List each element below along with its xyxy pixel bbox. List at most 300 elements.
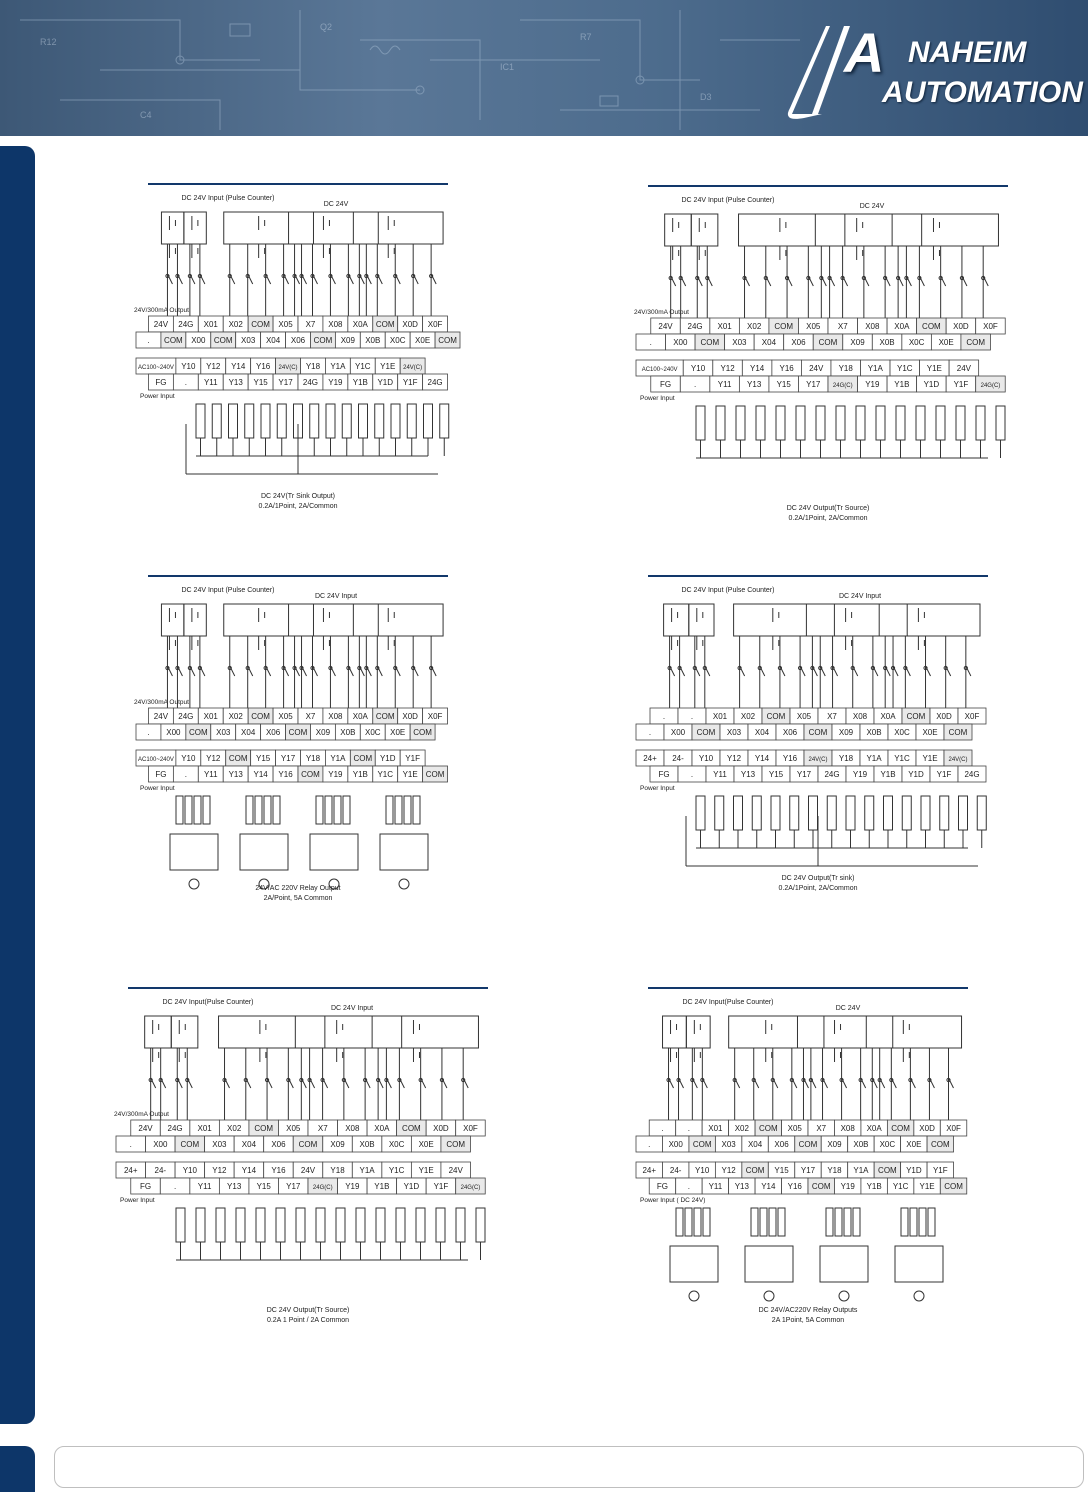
terminal-label: X09 xyxy=(315,728,331,737)
terminal-label: X0C xyxy=(908,338,925,347)
dc-label: DC 24V Input xyxy=(838,593,882,600)
load-resistor xyxy=(865,796,874,830)
load-resistor xyxy=(896,406,905,440)
output-caption-1: DC 24V Output(Tr sink) xyxy=(781,875,855,882)
switch-contact xyxy=(905,666,910,676)
switch-contact xyxy=(670,666,675,676)
terminal-label: Y11 xyxy=(197,1182,212,1191)
terminal-label: X0D xyxy=(433,1124,449,1133)
load-resistor xyxy=(928,1208,935,1236)
terminal-label: Y1A xyxy=(330,754,346,763)
terminal-label: COM xyxy=(402,1124,421,1133)
input-supply-box xyxy=(663,1016,687,1048)
svg-text:R12: R12 xyxy=(40,37,57,47)
input-supply-box xyxy=(797,1016,892,1048)
load-resistor xyxy=(916,406,925,440)
power-input-label: Power Input xyxy=(640,785,675,792)
relay-supply-box xyxy=(240,834,288,870)
load-resistor xyxy=(844,1208,851,1236)
switch-contact xyxy=(288,1078,293,1088)
output-caption-1: DC 24V(Tr Sink Output) xyxy=(260,493,336,500)
load-resistor xyxy=(229,404,238,438)
switch-contact xyxy=(812,666,817,676)
terminal-label: Y11 xyxy=(717,380,732,389)
terminal-label: Y13 xyxy=(747,380,762,389)
switch-contact xyxy=(366,666,371,676)
header-banner xyxy=(0,0,1088,136)
terminal-label: X08 xyxy=(840,1124,855,1133)
aux-output-label: 24V/300mA Output xyxy=(114,1111,169,1118)
terminal-label: COM xyxy=(944,1182,963,1191)
switch-contact xyxy=(230,274,235,284)
switch-contact xyxy=(190,274,195,284)
dc-label: DC 24V Input xyxy=(330,1005,374,1012)
load-resistor xyxy=(196,1208,205,1242)
input-supply-box xyxy=(171,1016,198,1048)
terminal-label: X0F xyxy=(427,712,443,721)
power-input-label: Power Input xyxy=(140,393,175,400)
load-resistor xyxy=(440,404,449,438)
diagram-svg xyxy=(108,568,488,908)
switch-contact xyxy=(966,666,971,676)
switch-contact xyxy=(842,1078,847,1088)
terminal-label: Y1A xyxy=(359,1166,375,1175)
dc-label: DC 24V Input xyxy=(314,593,358,600)
load-resistor xyxy=(404,796,411,824)
load-resistor xyxy=(956,406,965,440)
switch-contact xyxy=(780,666,785,676)
switch-contact xyxy=(893,666,898,676)
switch-contact xyxy=(983,276,988,286)
switch-contact xyxy=(669,1078,674,1088)
input-supply-box xyxy=(866,1016,961,1048)
switch-contact xyxy=(740,666,745,676)
input-supply-box xyxy=(353,604,443,636)
switch-contact xyxy=(386,1078,391,1088)
load-resistor xyxy=(246,796,253,824)
power-input-label: Power Input ( DC 24V) xyxy=(640,1197,706,1204)
load-resistor xyxy=(827,796,836,830)
terminal-label: FG xyxy=(658,770,670,779)
input-supply-box xyxy=(691,214,718,246)
load-resistor xyxy=(846,796,855,830)
switch-contact xyxy=(823,1078,828,1088)
switch-contact xyxy=(413,666,418,676)
switch-contact xyxy=(177,1078,182,1088)
terminal-label: Y1F xyxy=(936,770,952,779)
terminal-label: COM xyxy=(922,322,941,331)
terminal-label: X0A xyxy=(374,1124,390,1133)
terminal-label: . xyxy=(690,712,694,721)
terminal-label: X06 xyxy=(774,1140,789,1149)
terminal-label: X0C xyxy=(364,728,381,737)
wiring-diagram-6 xyxy=(608,980,1008,1330)
load-resistor xyxy=(853,1208,860,1236)
load-resistor xyxy=(809,796,818,830)
terminal-label: Y13 xyxy=(227,1182,242,1191)
load-resistor xyxy=(816,406,825,440)
terminal-label: X06 xyxy=(271,1140,286,1149)
terminal-label: X0C xyxy=(879,1140,896,1149)
terminal-label: . xyxy=(661,1124,664,1133)
terminal-label: . xyxy=(662,712,666,721)
switch-contact xyxy=(378,1078,383,1088)
terminal-label: AC100~240V xyxy=(138,757,174,763)
terminal-label: . xyxy=(687,1124,691,1133)
input-supply-box xyxy=(224,212,314,244)
terminal-label: Y19 xyxy=(328,770,343,779)
terminal-label: Y11 xyxy=(203,378,218,387)
terminal-label: 24- xyxy=(669,1166,682,1175)
switch-contact xyxy=(359,666,364,676)
terminal-label: 24V xyxy=(448,1166,463,1175)
terminal-label: X00 xyxy=(673,338,688,347)
switch-contact xyxy=(692,1078,697,1088)
load-resistor xyxy=(751,1208,758,1236)
terminal-label: COM xyxy=(818,338,838,347)
terminal-label: 24G xyxy=(178,712,194,721)
switch-contact xyxy=(926,666,931,676)
terminal-label: X0D xyxy=(953,322,969,331)
wiring-diagram-3 xyxy=(108,568,488,908)
terminal-label: Y1D xyxy=(403,1182,420,1191)
terminal-label: Y1D xyxy=(379,754,396,763)
input-supply-box xyxy=(184,604,206,636)
input-supply-box xyxy=(289,212,379,244)
terminal-label: X0E xyxy=(390,728,406,737)
terminal-label: 24G(C) xyxy=(460,1185,481,1191)
load-resistor xyxy=(694,1208,701,1236)
terminal-label: COM xyxy=(251,712,270,721)
terminal-label: X7 xyxy=(317,1124,328,1133)
input-supply-box xyxy=(289,604,379,636)
switch-contact xyxy=(946,666,951,676)
load-resistor xyxy=(736,406,745,440)
input-supply-box xyxy=(815,214,921,246)
load-resistor xyxy=(836,406,845,440)
load-resistor xyxy=(261,404,270,438)
output-caption-2: 0.2A/1Point, 2A/Common xyxy=(258,503,338,510)
input-supply-box xyxy=(184,212,206,244)
switch-contact xyxy=(803,1078,808,1088)
terminal-label: X05 xyxy=(286,1124,301,1133)
switch-contact xyxy=(861,1078,866,1088)
terminal-label: COM xyxy=(288,728,308,737)
switch-contact xyxy=(310,1078,315,1088)
terminal-label: X7 xyxy=(816,1124,827,1133)
terminal-label: Y18 xyxy=(827,1166,842,1175)
switch-contact xyxy=(811,1078,816,1088)
load-resistor xyxy=(696,406,705,440)
load-resistor xyxy=(936,406,945,440)
terminal-label: 24V xyxy=(138,1124,153,1133)
terminal-label: X0B xyxy=(853,1140,869,1149)
terminal-label: Y13 xyxy=(228,378,243,387)
load-resistor xyxy=(356,1208,365,1242)
load-resistor xyxy=(276,1208,285,1242)
terminal-label: X04 xyxy=(754,728,770,737)
load-resistor xyxy=(940,796,949,830)
terminal-label: X0F xyxy=(964,712,980,721)
terminal-label: Y15 xyxy=(774,1166,789,1175)
input-supply-box xyxy=(295,1016,401,1048)
load-resistor xyxy=(760,1208,767,1236)
load-resistor xyxy=(752,796,761,830)
terminal-label: Y14 xyxy=(749,364,765,373)
input-label: DC 24V Input (Pulse Counter) xyxy=(681,197,775,204)
switch-contact xyxy=(312,274,317,284)
terminal-label: Y19 xyxy=(865,380,880,389)
svg-text:C4: C4 xyxy=(140,110,152,120)
load-resistor xyxy=(203,796,210,824)
load-resistor xyxy=(176,1208,185,1242)
load-resistor xyxy=(326,404,335,438)
terminal-label: Y1F xyxy=(953,380,969,389)
terminal-label: COM xyxy=(948,728,968,737)
terminal-label: Y19 xyxy=(345,1182,360,1191)
aux-output-label: 24V/300mA Output xyxy=(134,699,189,706)
load-resistor xyxy=(436,1208,445,1242)
switch-contact xyxy=(463,1078,468,1088)
terminal-label: Y17 xyxy=(278,378,293,387)
terminal-label: X01 xyxy=(712,712,728,721)
switch-contact xyxy=(745,276,750,286)
terminal-label: 24G(C) xyxy=(312,1185,333,1191)
terminal-label: X03 xyxy=(216,728,231,737)
power-input-label: Power Input xyxy=(640,395,675,402)
terminal-label: Y17 xyxy=(280,754,296,763)
switch-contact xyxy=(919,276,924,286)
terminal-label: . xyxy=(184,378,187,387)
switch-contact xyxy=(267,1078,272,1088)
load-resistor xyxy=(769,1208,776,1236)
switch-contact xyxy=(679,1078,684,1088)
terminal-label: X08 xyxy=(328,712,343,721)
switch-contact xyxy=(330,666,335,676)
terminal-label: X7 xyxy=(305,320,316,329)
output-caption-2: 2A 1Point, 5A Common xyxy=(771,1317,845,1324)
terminal-label: Y15 xyxy=(253,378,268,387)
load-resistor xyxy=(901,1208,908,1236)
terminal-label: COM xyxy=(213,336,233,345)
terminal-label: Y1D xyxy=(906,1166,922,1175)
relay-supply-box xyxy=(380,834,428,870)
load-resistor xyxy=(376,1208,385,1242)
terminal-label: Y1D xyxy=(923,380,940,389)
terminal-label: X01 xyxy=(197,1124,212,1133)
relay-supply-box xyxy=(170,834,218,870)
terminal-label: Y14 xyxy=(231,362,246,371)
terminal-label: Y1E xyxy=(402,770,418,779)
terminal-label: Y14 xyxy=(754,754,770,763)
terminal-label: COM xyxy=(774,322,794,331)
terminal-label: X0D xyxy=(936,712,952,721)
input-supply-box xyxy=(729,1016,824,1048)
switch-contact xyxy=(413,274,418,284)
terminal-label: Y1E xyxy=(418,1166,434,1175)
load-resistor xyxy=(325,796,332,824)
terminal-label: X09 xyxy=(850,338,865,347)
switch-contact xyxy=(671,276,676,286)
logo-initial-a2: A xyxy=(882,76,904,109)
terminal-label: COM xyxy=(301,770,320,779)
terminal-label: Y15 xyxy=(768,770,784,779)
load-resistor xyxy=(212,404,221,438)
dc-label: DC 24V xyxy=(323,201,349,208)
power-input-label: Power Input xyxy=(120,1197,155,1204)
load-resistor xyxy=(696,796,705,830)
terminal-label: X0C xyxy=(894,728,910,737)
terminal-label: X0A xyxy=(866,1124,882,1133)
input-supply-box xyxy=(224,604,314,636)
terminal-label: Y10 xyxy=(182,1166,197,1175)
terminal-label: . xyxy=(147,336,150,345)
terminal-label: X00 xyxy=(166,728,181,737)
wiring-diagram-4 xyxy=(608,568,1028,898)
footer-box xyxy=(54,1446,1084,1488)
output-caption-2: 0.2A 1 Point / 2A Common xyxy=(266,1317,350,1324)
aux-output-label: 24V/300mA Output xyxy=(634,309,689,316)
input-supply-box xyxy=(161,212,183,244)
diagram-svg xyxy=(608,178,1048,528)
terminal-label: 24+ xyxy=(643,754,657,763)
switch-contact xyxy=(702,1078,707,1088)
switch-contact xyxy=(792,1078,797,1088)
terminal-label: 24+ xyxy=(123,1166,138,1175)
terminal-label: . xyxy=(690,770,694,779)
switch-contact xyxy=(302,666,307,676)
switch-contact xyxy=(787,276,792,286)
terminal-label: X02 xyxy=(228,712,243,721)
terminal-label: Y19 xyxy=(840,1182,855,1191)
terminal-label: X03 xyxy=(732,338,747,347)
switch-contact xyxy=(366,274,371,284)
input-label: DC 24V Input (Pulse Counter) xyxy=(181,195,275,202)
terminal-label: Y1E xyxy=(919,1182,935,1191)
switch-contact xyxy=(885,276,890,286)
load-resistor xyxy=(273,796,280,824)
terminal-label: Y17 xyxy=(800,1166,816,1175)
switch-contact xyxy=(880,1078,885,1088)
terminal-label: Y16 xyxy=(782,754,798,763)
terminal-label: Y13 xyxy=(734,1182,749,1191)
power-input-label: Power Input xyxy=(140,785,175,792)
terminal-label: 24V(C) xyxy=(948,757,968,763)
terminal-label: X01 xyxy=(708,1124,723,1133)
output-caption-1: 24V/AC 220V Relay Output xyxy=(255,885,341,892)
load-resistor xyxy=(296,1208,305,1242)
terminal-label: X01 xyxy=(203,712,218,721)
load-resistor xyxy=(456,1208,465,1242)
terminal-label: 24G xyxy=(824,770,840,779)
terminal-label: 24G xyxy=(178,320,194,329)
output-caption-1: DC 24V/AC220V Relay Outputs xyxy=(758,1307,858,1314)
terminal-label: X05 xyxy=(278,712,293,721)
terminal-label: COM xyxy=(251,320,270,329)
load-resistor xyxy=(277,404,286,438)
terminal-label: X7 xyxy=(827,712,837,721)
input-supply-box xyxy=(892,214,998,246)
switch-contact xyxy=(962,276,967,286)
terminal-label: COM xyxy=(808,728,828,737)
switch-contact xyxy=(248,666,253,676)
relay-supply-box xyxy=(820,1246,868,1282)
switch-contact xyxy=(312,666,317,676)
terminal-label: X06 xyxy=(791,338,806,347)
switch-contact xyxy=(910,1078,915,1088)
load-resistor xyxy=(771,796,780,830)
terminal-label: COM xyxy=(228,754,248,763)
terminal-label: X03 xyxy=(726,728,742,737)
load-resistor xyxy=(336,1208,345,1242)
load-resistor xyxy=(716,406,725,440)
terminal-label: 24V xyxy=(153,320,169,329)
terminal-label: Y16 xyxy=(779,364,794,373)
terminal-label: X01 xyxy=(203,320,218,329)
switch-contact xyxy=(705,666,710,676)
terminal-label: COM xyxy=(446,1140,466,1149)
terminal-label: AC100~240V xyxy=(138,365,174,371)
load-resistor xyxy=(476,1208,485,1242)
switch-contact xyxy=(365,1078,370,1088)
terminal-label: X04 xyxy=(241,1140,257,1149)
switch-contact xyxy=(230,666,235,676)
ac-source-icon xyxy=(689,1291,699,1301)
input-supply-box xyxy=(145,1016,172,1048)
terminal-label: Y10 xyxy=(181,362,196,371)
terminal-label: X06 xyxy=(265,728,281,737)
terminal-label: X7 xyxy=(305,712,316,721)
load-resistor xyxy=(255,796,262,824)
switch-contact xyxy=(873,666,878,676)
load-resistor xyxy=(236,1208,245,1242)
input-supply-box xyxy=(664,604,689,636)
switch-contact xyxy=(323,1078,328,1088)
terminal-label: X0F xyxy=(983,322,998,331)
output-caption-2: 0.2A/1Point, 2A/Common xyxy=(778,885,858,892)
terminal-label: Y19 xyxy=(328,378,343,387)
relay-supply-box xyxy=(670,1246,718,1282)
terminal-label: X02 xyxy=(227,1124,242,1133)
switch-contact xyxy=(948,1078,953,1088)
terminal-label: Y14 xyxy=(241,1166,257,1175)
terminal-label: COM xyxy=(696,728,716,737)
terminal-label: Y1C xyxy=(894,754,910,763)
terminal-label: X05 xyxy=(806,322,821,331)
terminal-label: Y1D xyxy=(908,770,924,779)
switch-contact xyxy=(735,1078,740,1088)
terminal-label: Y1C xyxy=(388,1166,405,1175)
load-resistor xyxy=(185,796,192,824)
terminal-label: Y12 xyxy=(206,362,221,371)
terminal-label: COM xyxy=(811,1182,831,1191)
load-resistor xyxy=(416,1208,425,1242)
ac-source-icon xyxy=(399,879,409,889)
load-resistor xyxy=(316,796,323,824)
load-resistor xyxy=(902,796,911,830)
terminal-label: COM xyxy=(966,338,986,347)
load-resistor xyxy=(976,406,985,440)
switch-contact xyxy=(377,666,382,676)
terminal-label: Y17 xyxy=(806,380,821,389)
switch-contact xyxy=(377,274,382,284)
switch-contact xyxy=(177,274,182,284)
switch-contact xyxy=(760,666,765,676)
terminal-label: COM xyxy=(745,1166,765,1175)
terminal-label: COM xyxy=(891,1124,910,1133)
terminal-label: X00 xyxy=(670,728,686,737)
switch-contact xyxy=(359,274,364,284)
